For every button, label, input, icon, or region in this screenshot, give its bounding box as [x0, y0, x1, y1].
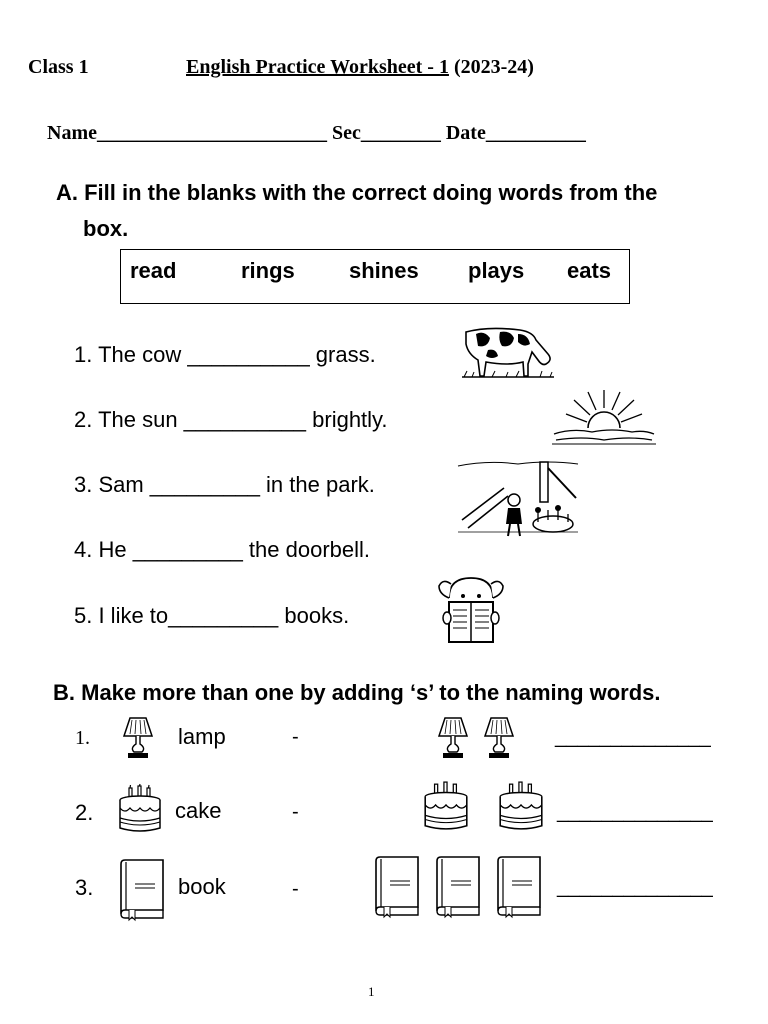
book-icon: [494, 855, 544, 917]
lamp-icon: [483, 716, 515, 760]
lamp-icon: [437, 716, 469, 760]
park-icon: [458, 458, 578, 538]
naming-word-book: book: [178, 874, 226, 899]
reading-girl-icon: [435, 574, 507, 646]
cow-icon: [458, 320, 558, 380]
word-box-item: eats: [567, 258, 612, 283]
cake-icon: [420, 780, 472, 832]
section-a-heading-cont: box.: [83, 216, 129, 241]
item-dash: -: [292, 801, 299, 823]
name-sec-date-line: Name_______________________ Sec________ Date__________: [47, 122, 586, 144]
book-icon: [433, 855, 483, 917]
book-icon: [372, 855, 422, 917]
word-box-item: read: [130, 258, 177, 283]
item-number: 3.: [75, 875, 94, 900]
answer-blank[interactable]: ______________: [557, 801, 713, 823]
title-underlined: English Practice Worksheet - 1: [186, 56, 449, 78]
cake-icon: [115, 784, 165, 834]
item-dash: -: [292, 726, 299, 748]
naming-word-cake: cake: [175, 798, 222, 823]
word-box-item: shines: [349, 258, 419, 283]
worksheet-title: [186, 56, 534, 79]
book-icon: [117, 858, 167, 920]
section-b-heading: B. Make more than one by adding ‘s’ to the naming words.: [53, 680, 661, 705]
naming-word-lamp: lamp: [178, 724, 226, 749]
section-a-heading: A. Fill in the blanks with the correct doing words from the: [56, 180, 658, 205]
sun-icon: [552, 388, 656, 446]
class-label: Class 1: [28, 56, 89, 78]
sentence-1: 1. The cow __________ grass.: [74, 342, 376, 367]
word-box-item: rings: [241, 258, 295, 283]
word-box: [120, 249, 630, 304]
sentence-3: 3. Sam _________ in the park.: [74, 472, 375, 497]
answer-blank[interactable]: ______________: [555, 726, 711, 748]
title-year: (2023-24): [448, 56, 534, 78]
page-number: 1: [368, 984, 375, 999]
answer-blank[interactable]: ______________: [557, 876, 713, 898]
item-dash: -: [292, 878, 299, 900]
word-box-item: plays: [468, 258, 525, 283]
item-number: 2.: [75, 800, 94, 825]
sentence-5: 5. I like to_________ books.: [74, 603, 350, 628]
lamp-icon: [122, 716, 154, 760]
item-number: 1.: [75, 727, 90, 749]
cake-icon: [495, 780, 547, 832]
sentence-4: 4. He _________ the doorbell.: [74, 537, 371, 562]
sentence-2: 2. The sun __________ brightly.: [74, 407, 388, 432]
